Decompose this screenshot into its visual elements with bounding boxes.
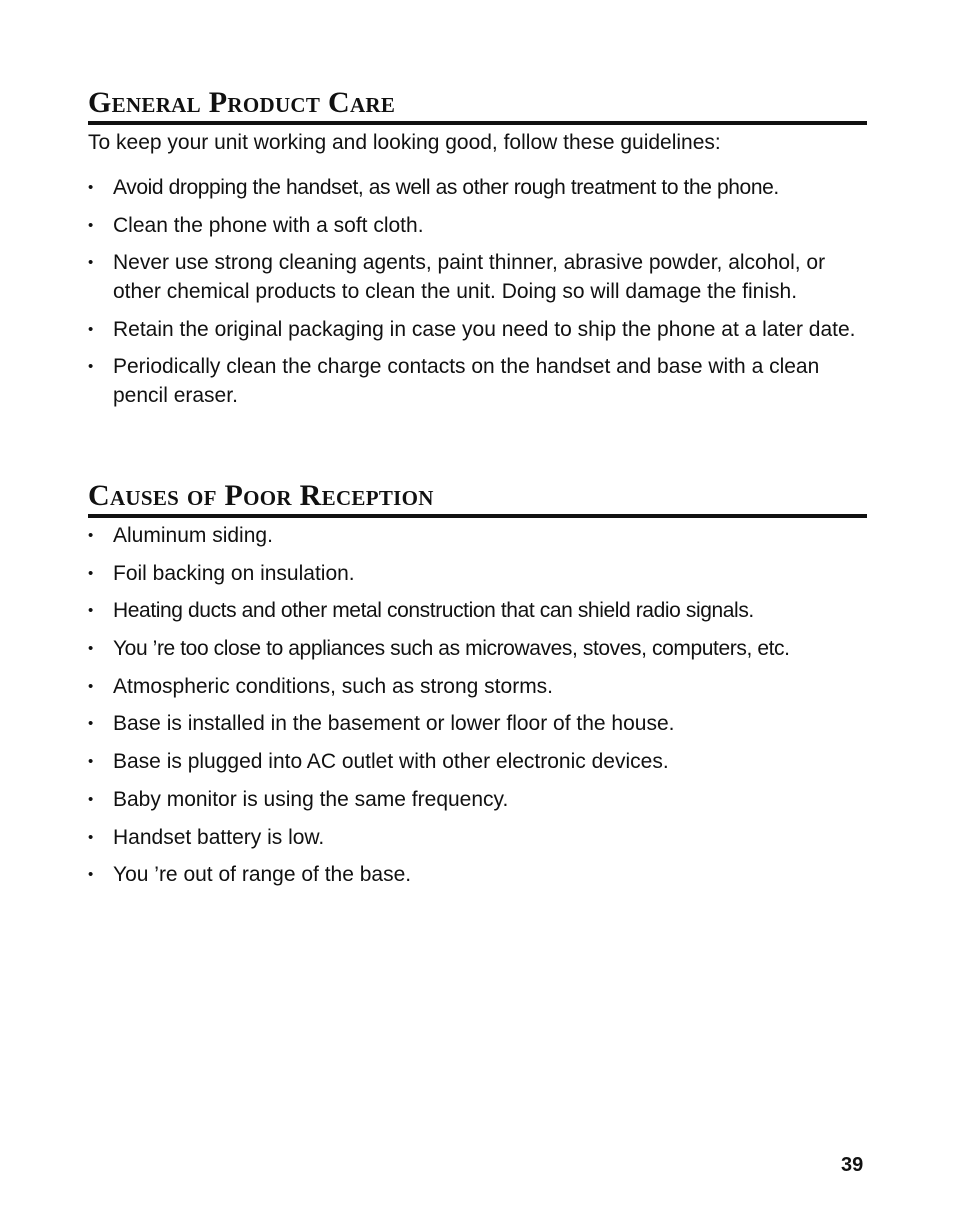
bullet-icon: • xyxy=(88,790,94,808)
section-title-causes-of-poor-reception: Causes of Poor Reception xyxy=(88,481,867,518)
list-item xyxy=(88,521,867,550)
list-item-text: Clean the phone with a soft cloth. xyxy=(113,213,424,237)
bullet-icon: • xyxy=(88,564,94,582)
list-item xyxy=(88,785,867,814)
section-intro: To keep your unit working and looking good, follow these guidelines: xyxy=(88,131,721,154)
bullet-icon: • xyxy=(88,527,94,544)
list-item-text: Foil backing on insulation. xyxy=(113,561,355,585)
bullet-icon: • xyxy=(88,358,94,375)
care-guidelines-list xyxy=(88,173,867,419)
list-item-text: Periodically clean the charge contacts on the handset and base with a clean pencil eraser. xyxy=(113,355,820,407)
bullet-icon: • xyxy=(88,254,94,271)
bullet-icon: • xyxy=(88,753,94,771)
list-item-text: Handset battery is low. xyxy=(113,825,325,849)
list-item-text: Base is installed in the basement or lower floor of the house. xyxy=(113,712,675,736)
list-item xyxy=(88,634,867,663)
list-item xyxy=(88,747,867,776)
bullet-icon: • xyxy=(88,828,94,846)
list-item-text: Heating ducts and other metal construction that can shield radio signals. xyxy=(113,599,754,623)
list-item xyxy=(88,672,867,701)
bullet-icon: • xyxy=(88,866,94,884)
section-title-general-product-care: General Product Care xyxy=(88,88,867,125)
list-item xyxy=(88,211,867,240)
list-item xyxy=(88,596,867,625)
list-item-text: Avoid dropping the handset, as well as other rough treatment to the phone. xyxy=(113,176,779,199)
poor-reception-causes-list xyxy=(88,521,867,898)
list-item-text: Baby monitor is using the same frequency. xyxy=(113,787,509,811)
list-item-text: You ’re too close to appliances such as microwaves, stoves, computers, etc. xyxy=(113,637,790,661)
bullet-icon: • xyxy=(88,640,94,658)
bullet-icon: • xyxy=(88,715,94,733)
bullet-icon: • xyxy=(88,602,94,620)
list-item xyxy=(88,860,867,889)
list-item xyxy=(88,559,867,588)
bullet-icon: • xyxy=(88,216,94,234)
list-item xyxy=(88,173,867,202)
list-item-text: You ’re out of range of the base. xyxy=(113,863,412,887)
list-item-text: Retain the original packaging in case you need to ship the phone at a later date. xyxy=(113,317,856,341)
list-item-text: Base is plugged into AC outlet with other electronic devices. xyxy=(113,750,669,774)
list-item-text: Never use strong cleaning agents, paint thinner, abrasive powder, alcohol, or other chemical products to clean the unit. Doing so will damage the finish. xyxy=(113,251,826,303)
list-item xyxy=(88,709,867,738)
list-item xyxy=(88,248,867,306)
list-item xyxy=(88,823,867,852)
bullet-icon: • xyxy=(88,677,94,695)
bullet-icon: • xyxy=(88,320,94,338)
page-number: 39 xyxy=(841,1154,864,1176)
bullet-icon: • xyxy=(88,179,94,196)
list-item xyxy=(88,315,867,344)
list-item-text: Aluminum siding. xyxy=(113,524,273,547)
list-item-text: Atmospheric conditions, such as strong storms. xyxy=(113,674,554,698)
list-item xyxy=(88,352,867,410)
